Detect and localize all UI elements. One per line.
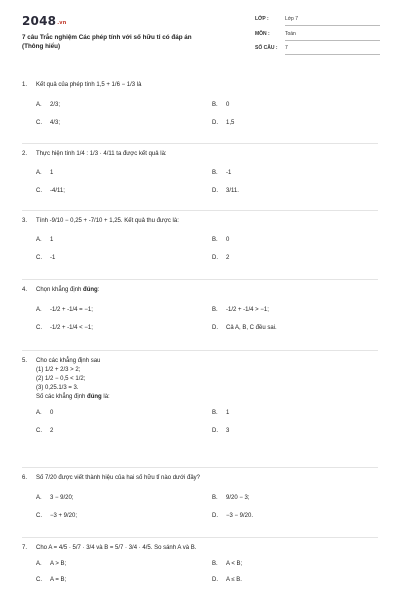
meta-underline xyxy=(285,25,380,26)
meta-subject xyxy=(255,31,380,41)
option-b[interactable]: B. 1 xyxy=(212,410,230,416)
option-a[interactable]: A. A > B; xyxy=(36,561,67,567)
question-stem: Thực hiện tính 1/4 : 1/3 · 4/11 ta được kết quả là: xyxy=(36,151,167,157)
question-2 xyxy=(22,149,382,196)
option-a[interactable]: A. 3 − 9/20; xyxy=(36,495,74,501)
option-b[interactable]: B. -1/2 + -1/4 > −1; xyxy=(212,307,269,313)
option-b[interactable]: B. 9/20 − 3; xyxy=(212,495,250,501)
question-1 xyxy=(22,80,382,128)
site-logo[interactable] xyxy=(22,14,67,28)
option-c[interactable]: C. -4/11; xyxy=(36,188,65,194)
option-a[interactable]: A. 1 xyxy=(36,170,54,176)
divider xyxy=(22,143,378,144)
divider xyxy=(22,537,378,538)
logo-text: 2048 xyxy=(22,14,57,28)
divider xyxy=(22,210,378,211)
meta-underline xyxy=(285,40,380,41)
option-a[interactable]: A. -1/2 + -1/4 = −1; xyxy=(36,307,93,313)
meta-grade xyxy=(255,16,380,26)
statement-1: (1) 1/2 + 2/3 > 2; xyxy=(36,367,81,373)
question-5 xyxy=(22,356,382,436)
option-c[interactable]: C. A = B; xyxy=(36,577,67,583)
question-7 xyxy=(22,543,382,585)
option-b[interactable]: B. -1 xyxy=(212,170,232,176)
question-tail: Số các khẳng định đúng là: xyxy=(36,394,110,400)
option-d[interactable]: D. 3/11. xyxy=(212,188,239,194)
question-number: 4. xyxy=(22,287,28,293)
document-title xyxy=(22,33,227,51)
question-stem: Cho A = 4/5 · 5/7 · 3/4 và B = 5/7 · 3/4 · 4/5. So sánh A và B. xyxy=(36,545,197,551)
option-d[interactable]: D. 2 xyxy=(212,255,230,261)
question-stem: Kết quả của phép tính 1,5 + 1/6 − 1/3 là xyxy=(36,82,142,88)
option-b[interactable]: B. A < B; xyxy=(212,561,243,567)
logo-suffix: .vn xyxy=(57,20,67,26)
option-d[interactable]: D. A ≤ B. xyxy=(212,577,242,583)
option-d[interactable]: D. −3 − 9/20. xyxy=(212,513,254,519)
option-d[interactable]: D. 3 xyxy=(212,428,230,434)
question-stem: Số 7/20 được viết thành hiệu của hai số hữu tỉ nào dưới đây? xyxy=(36,475,201,481)
statement-3: (3) 0,25.1/3 = 3. xyxy=(36,385,79,391)
option-d[interactable]: D. Cả A, B, C đều sai. xyxy=(212,325,277,331)
option-a[interactable]: A. 1 xyxy=(36,237,54,243)
question-4 xyxy=(22,285,382,333)
meta-key: LỚP : xyxy=(255,16,269,22)
question-6 xyxy=(22,473,382,521)
question-3 xyxy=(22,216,382,263)
option-c[interactable]: C. −3 + 9/20; xyxy=(36,513,78,519)
option-c[interactable]: C. -1 xyxy=(36,255,56,261)
meta-value: Lớp 7 xyxy=(285,16,299,22)
option-a[interactable]: A. 0 xyxy=(36,410,54,416)
option-c[interactable]: C. -1/2 + -1/4 < −1; xyxy=(36,325,93,331)
meta-value: Toán xyxy=(285,31,296,37)
option-c[interactable]: C. 4/3; xyxy=(36,120,61,126)
question-number: 6. xyxy=(22,475,28,481)
meta-key: SỐ CÂU : xyxy=(255,45,278,51)
question-stem: Tính -9/10 − 0,25 + -7/10 + 1,25. Kết quả thu được là: xyxy=(36,218,179,224)
statement-2: (2) 1/2 − 0,5 < 1/2; xyxy=(36,376,86,382)
option-a[interactable]: A. 2/3; xyxy=(36,102,61,108)
question-number: 7. xyxy=(22,545,28,551)
option-c[interactable]: C. 2 xyxy=(36,428,54,434)
meta-underline xyxy=(285,54,380,55)
option-d[interactable]: D. 1,5 xyxy=(212,120,235,126)
question-number: 3. xyxy=(22,218,28,224)
divider xyxy=(22,467,378,468)
title-line-1: 7 câu Trắc nghiệm Các phép tính với số hữu tỉ có đáp án xyxy=(22,34,192,41)
meta-count xyxy=(255,45,380,55)
question-stem: Cho các khẳng định sau xyxy=(36,358,101,364)
question-number: 1. xyxy=(22,82,28,88)
meta-key: MÔN : xyxy=(255,31,270,37)
option-b[interactable]: B. 0 xyxy=(212,102,230,108)
divider xyxy=(22,279,378,280)
question-number: 2. xyxy=(22,151,28,157)
option-b[interactable]: B. 0 xyxy=(212,237,230,243)
divider xyxy=(22,350,378,351)
question-number: 5. xyxy=(22,358,28,364)
question-stem: Chọn khẳng định đúng: xyxy=(36,287,100,293)
title-line-2: (Thông hiểu) xyxy=(22,43,61,50)
meta-value: 7 xyxy=(285,45,288,51)
